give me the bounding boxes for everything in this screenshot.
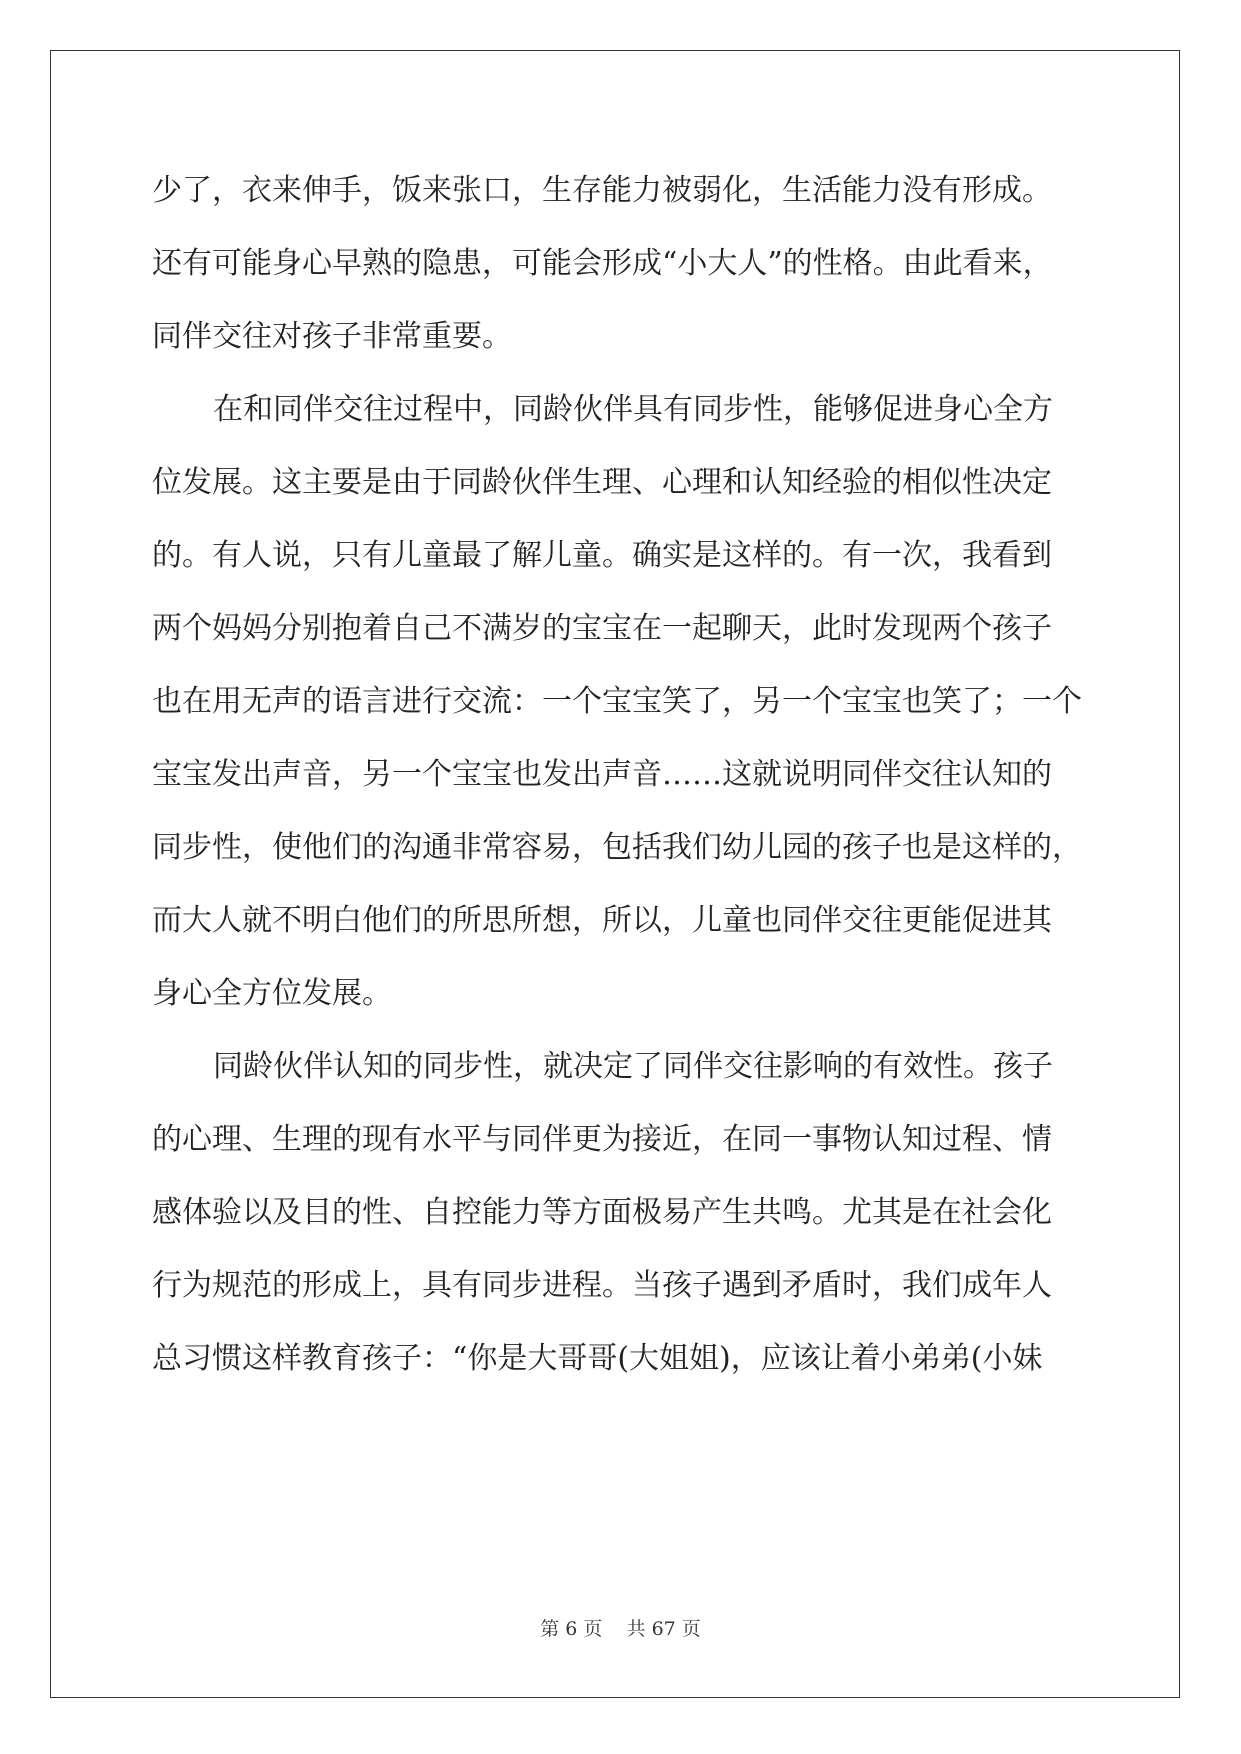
text-line: 感体验以及目的性、自控能力等方面极易产生共鸣。尤其是在社会化 (152, 1195, 1052, 1230)
document-body (152, 164, 1092, 1405)
text-line: 宝宝发出声音，另一个宝宝也发出声音……这就说明同伴交往认知的 (152, 757, 1052, 792)
text-line: 两个妈妈分别抱着自己不满岁的宝宝在一起聊天，此时发现两个孩子 (152, 611, 1052, 646)
text-line: 位发展。这主要是由于同龄伙伴生理、心理和认知经验的相似性决定 (152, 465, 1052, 500)
text-line: 总习惯这样教育孩子：“你是大哥哥(大姐姐)，应该让着小弟弟(小妹 (152, 1341, 1043, 1376)
text-line: 的心理、生理的现有水平与同伴更为接近，在同一事物认知过程、情 (152, 1122, 1052, 1157)
paragraph-start-line: 同龄伙伴认知的同步性，就决定了同伴交往影响的有效性。孩子 (213, 1049, 1053, 1084)
page-total: 共 67 页 (626, 1618, 701, 1640)
page-number: 第 6 页 (540, 1618, 603, 1640)
text-line: 也在用无声的语言进行交流：一个宝宝笑了，另一个宝宝也笑了；一个 (152, 684, 1082, 719)
text-line: 还有可能身心早熟的隐患，可能会形成“小大人”的性格。由此看来， (152, 246, 1053, 281)
text-line: 而大人就不明白他们的所思所想，所以，儿童也同伴交往更能促进其 (152, 903, 1052, 938)
page-footer (0, 1614, 1241, 1641)
text-line: 同伴交往对孩子非常重要。 (152, 319, 512, 354)
text-line: 同步性，使他们的沟通非常容易，包括我们幼儿园的孩子也是这样的， (152, 830, 1082, 865)
text-line: 的。有人说，只有儿童最了解儿童。确实是这样的。有一次，我看到 (152, 538, 1052, 573)
text-line: 身心全方位发展。 (152, 976, 392, 1011)
text-line: 少了，衣来伸手，饭来张口，生存能力被弱化，生活能力没有形成。 (152, 173, 1052, 208)
paragraph-start-line: 在和同伴交往过程中，同龄伙伴具有同步性，能够促进身心全方 (213, 392, 1053, 427)
text-line: 行为规范的形成上，具有同步进程。当孩子遇到矛盾时，我们成年人 (152, 1268, 1052, 1303)
